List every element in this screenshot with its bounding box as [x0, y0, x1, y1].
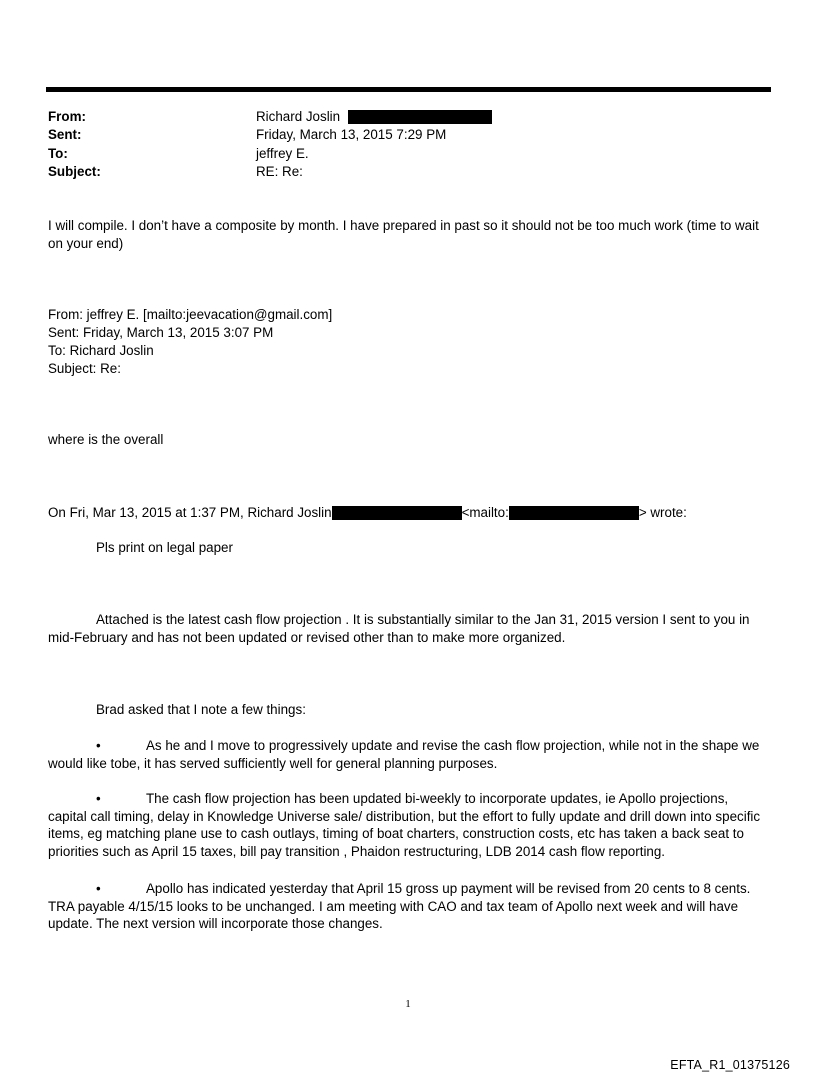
sent-label: Sent:: [48, 127, 82, 142]
to-value: jeffrey E.: [256, 146, 309, 161]
page-number: 1: [405, 998, 411, 1010]
redaction-box: [332, 506, 462, 520]
quoted-subject: Subject: Re:: [48, 361, 121, 376]
quoted-sent: Sent: Friday, March 13, 2015 3:07 PM: [48, 325, 274, 340]
quoted-from: From: jeffrey E. [mailto:jeevacation@gmail.com]: [48, 307, 333, 322]
from-label: From:: [48, 109, 86, 124]
brad-paragraph: Brad asked that I note a few things:: [96, 702, 306, 717]
bullet-symbol: •: [96, 738, 101, 753]
bullet-text: The cash flow projection has been updated bi-weekly to incorporate updates, ie Apollo projections, capital call timing, delay in Knowledge Universe sale/ distribution, but the effort to fully update and drill down into specific items, eg matching plane use to cash outlays, timing of boat charters, construction costs, etc has taken a back seat to priorities such as April 15 taxes, bill pay transition , Phaidon restructuring, LDB 2014 cash flow reporting.: [48, 791, 761, 859]
on-wrote-line: [48, 504, 770, 522]
reply-paragraph: I will compile. I don’t have a composite by month. I have prepared in past so it should not be too much work (time to wait on your end): [48, 218, 759, 251]
bullet-text: As he and I move to progressively update and revise the cash flow projection, while not in the shape we would like tobe, it has served sufficiently well for general planning purposes.: [48, 738, 760, 771]
redaction-box: [509, 506, 639, 520]
subject-value: RE: Re:: [256, 164, 303, 179]
bullet-item: [48, 880, 770, 933]
bullet-item: [48, 790, 770, 860]
legal-paper-paragraph: Pls print on legal paper: [96, 540, 233, 555]
bullet-item: [48, 737, 770, 772]
bullet-text: Apollo has indicated yesterday that April 15 gross up payment will be revised from 20 cents to 8 cents. TRA payable 4/15/15 looks to be unchanged. I am meeting with CAO and tax team of Apollo next week and will have update. The next version will incorporate those changes.: [48, 881, 751, 931]
bullet-symbol: •: [96, 881, 101, 896]
from-value: [256, 108, 492, 126]
attached-paragraph: Attached is the latest cash flow projection . It is substantially similar to the Jan 31, 2015 version I sent to you in mid-February and has not been updated or revised other than to make more organized.: [48, 612, 750, 645]
bullet-symbol: •: [96, 791, 101, 806]
on-wrote-start: On Fri, Mar 13, 2015 at 1:37 PM, Richard Joslin: [48, 505, 332, 520]
from-name: Richard Joslin: [256, 109, 341, 124]
to-label: To:: [48, 146, 68, 161]
subject-label: Subject:: [48, 164, 101, 179]
header-rule: [46, 87, 771, 92]
document-id: EFTA_R1_01375126: [670, 1058, 790, 1072]
question-paragraph: where is the overall: [48, 432, 164, 447]
on-wrote-mailto: <mailto:: [461, 505, 509, 520]
quoted-to: To: Richard Joslin: [48, 343, 154, 358]
redaction-box: [348, 110, 492, 124]
sent-value: Friday, March 13, 2015 7:29 PM: [256, 127, 447, 142]
on-wrote-end: > wrote:: [638, 505, 687, 520]
